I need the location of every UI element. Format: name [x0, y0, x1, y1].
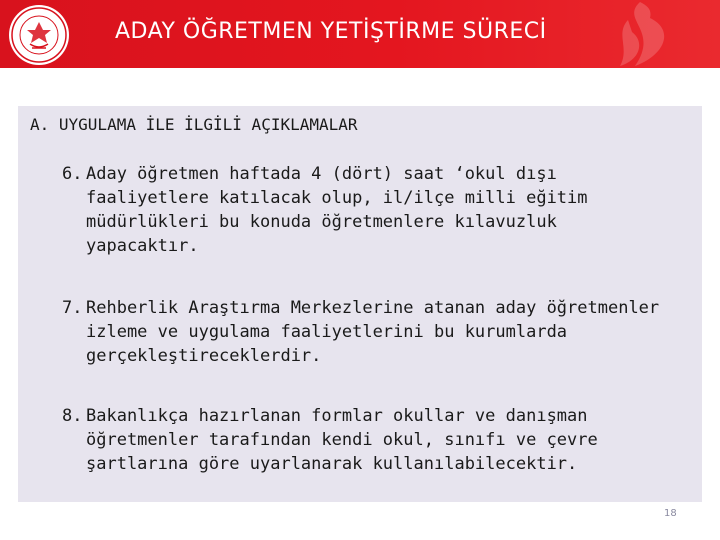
list-item — [62, 162, 662, 258]
page-number: 18 — [664, 508, 677, 519]
list-item-number: 8. — [62, 406, 83, 426]
meb-seal-icon — [8, 4, 70, 66]
flame-decoration-icon — [590, 0, 680, 68]
section-heading: A. UYGULAMA İLE İLGİLİ AÇIKLAMALAR — [30, 115, 358, 134]
list-item — [62, 296, 662, 368]
list-item-text: Aday öğretmen haftada 4 (dört) saat ‘okul dışı faaliyetlere katılacak olup, il/ilçe milli eğitim müdürlükleri bu konuda öğretmenlere kılavuzluk yapacaktır. — [86, 164, 588, 256]
page-title: ADAY ÖĞRETMEN YETİŞTİRME SÜRECİ — [115, 19, 547, 44]
list-item — [62, 404, 662, 476]
list-item-number: 6. — [62, 164, 83, 184]
title-bar — [0, 0, 720, 68]
list-item-number: 7. — [62, 298, 83, 318]
list-item-text: Bakanlıkça hazırlanan formlar okullar ve danışman öğretmenler tarafından kendi okul, sınıfı ve çevre şartlarına göre uyarlanarak kullanılabilecektir. — [86, 406, 598, 474]
list-item-text: Rehberlik Araştırma Merkezlerine atanan aday öğretmenler izleme ve uygulama faaliyetlerini bu kurumlarda gerçekleştireceklerdir. — [86, 298, 660, 366]
